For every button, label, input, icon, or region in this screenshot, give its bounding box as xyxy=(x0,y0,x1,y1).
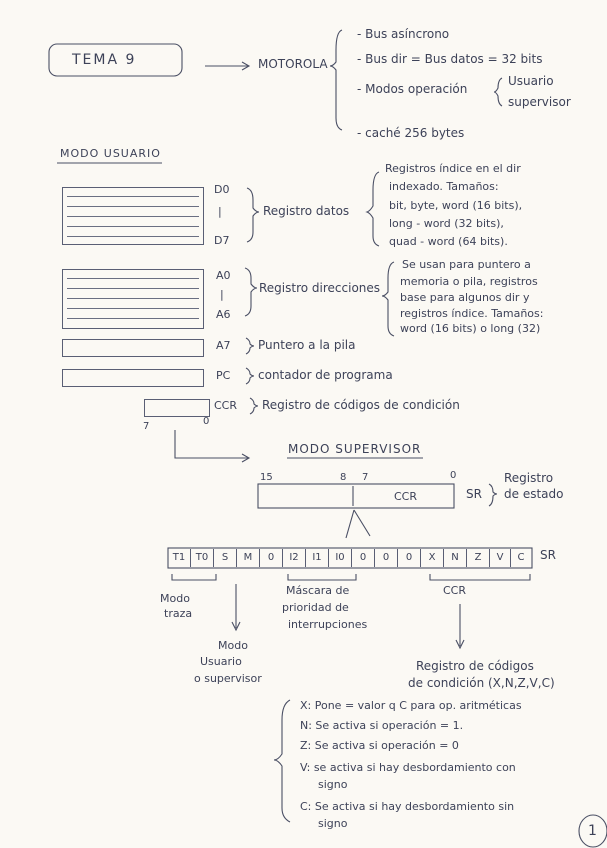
sr-cell-c: C xyxy=(517,552,525,563)
ccr-bit-0: 0 xyxy=(203,416,210,427)
sr-right-label: SR xyxy=(540,548,556,562)
sr-cell-m: M xyxy=(237,549,260,567)
data-registers-label: Registro datos xyxy=(263,204,350,218)
bit-7: 7 xyxy=(362,472,369,483)
sr-label-1: de estado xyxy=(504,487,564,501)
bit-8: 8 xyxy=(340,472,347,483)
tema-title: TEMA 9 xyxy=(72,52,137,68)
sr-cell-x: X xyxy=(421,549,444,567)
ccr-desc-0: Registro de códigos xyxy=(416,659,534,673)
sr-cell-i1: I1 xyxy=(306,549,329,567)
page-number: 1 xyxy=(588,823,597,839)
ccr-bit-7: 7 xyxy=(143,421,150,432)
user-mode-title: MODO USUARIO xyxy=(60,147,161,160)
a7-label: Puntero a la pila xyxy=(258,338,356,352)
pc-label: contador de programa xyxy=(258,368,393,382)
reg-pc: PC xyxy=(216,369,231,382)
mascara-1: prioridad de xyxy=(282,601,349,614)
mascara-0: Máscara de xyxy=(286,584,350,597)
ccr-label: Registro de códigos de condición xyxy=(262,398,460,412)
reg-a0: A0 xyxy=(216,269,231,282)
sr-cell-z: Z xyxy=(467,549,490,567)
addr-note-2: base para algunos dir y xyxy=(400,291,530,304)
address-registers-box xyxy=(62,269,204,329)
sr-cell-0c: 0 xyxy=(375,549,398,567)
reg-ccr: CCR xyxy=(214,399,238,412)
sr-cell-t1: T1 xyxy=(168,549,191,567)
bullet-bus-asincrono: - Bus asíncrono xyxy=(357,27,450,41)
flag-v-cont: signo xyxy=(318,778,348,791)
bit-15: 15 xyxy=(260,472,273,483)
sr-cell-0b: 0 xyxy=(352,549,375,567)
data-registers-box xyxy=(62,187,204,245)
modo-supervisor-label: supervisor xyxy=(508,95,571,109)
flag-c: C: Se activa si hay desbordamiento sin xyxy=(300,800,515,813)
sr-cell-n: N xyxy=(444,549,467,567)
sr-cell-0a: 0 xyxy=(260,549,283,567)
sr-cell-0d: 0 xyxy=(398,549,421,567)
sr-cell-i2: I2 xyxy=(283,549,306,567)
modo-usuario-label: Usuario xyxy=(508,74,554,88)
addr-note-3: registros índice. Tamaños: xyxy=(400,307,544,320)
ccr-desc-1: de condición (X,N,Z,V,C) xyxy=(408,676,555,690)
sr-label-0: Registro xyxy=(504,471,554,485)
a7-register-box xyxy=(62,339,204,357)
modo-us-1: Usuario xyxy=(200,655,242,668)
sr-name: SR xyxy=(466,487,482,501)
sr-cell-s: S xyxy=(214,549,237,567)
ccr-explain-label: CCR xyxy=(443,584,467,597)
ccr-register-box xyxy=(144,399,210,417)
flag-n: N: Se activa si operación = 1. xyxy=(300,719,464,732)
mascara-2: interrupciones xyxy=(288,618,368,631)
motorola-label: MOTOROLA xyxy=(258,57,328,71)
data-note-2: bit, byte, word (16 bits), xyxy=(389,199,523,212)
data-note-0: Registros índice en el dir xyxy=(385,162,521,175)
sr-bit-cells xyxy=(168,549,532,567)
flag-v: V: se activa si hay desbordamiento con xyxy=(300,761,516,774)
reg-d7: D7 xyxy=(214,234,230,247)
flag-x: X: Pone = valor q C para op. aritméticas xyxy=(300,699,522,712)
reg-a6: A6 xyxy=(216,308,231,321)
addr-note-4: word (16 bits) o long (32) xyxy=(400,322,541,335)
flag-c-cont: signo xyxy=(318,817,348,830)
reg-d-mid: | xyxy=(218,205,222,218)
reg-d0: D0 xyxy=(214,183,230,196)
bit-0: 0 xyxy=(450,470,457,481)
sr-cell-i0: I0 xyxy=(329,549,352,567)
modo-us-0: Modo xyxy=(218,639,248,652)
bullet-modos-operacion: - Modos operación xyxy=(357,82,468,96)
modo-traza-1: traza xyxy=(164,607,193,620)
addr-note-1: memoria o pila, registros xyxy=(400,275,538,288)
reg-a-mid: | xyxy=(220,288,224,301)
flag-z: Z: Se activa si operación = 0 xyxy=(300,739,459,752)
sr-ccr-label: CCR xyxy=(394,490,418,503)
sr-cell-v: V xyxy=(490,549,511,567)
bullet-bus-dir: - Bus dir = Bus datos = 32 bits xyxy=(357,52,543,66)
data-note-4: quad - word (64 bits). xyxy=(389,235,508,248)
addr-note-0: Se usan para puntero a xyxy=(402,258,531,271)
modo-us-2: o supervisor xyxy=(194,672,262,685)
data-note-1: indexado. Tamaños: xyxy=(389,180,499,193)
bullet-cache: - caché 256 bytes xyxy=(357,126,465,140)
supervisor-mode-title: MODO SUPERVISOR xyxy=(288,442,422,456)
sr-cell-t0: T0 xyxy=(191,549,214,567)
address-registers-label: Registro direcciones xyxy=(259,281,381,295)
data-note-3: long - word (32 bits), xyxy=(389,217,504,230)
pc-register-box xyxy=(62,369,204,387)
reg-a7: A7 xyxy=(216,339,231,352)
modo-traza-0: Modo xyxy=(160,592,190,605)
